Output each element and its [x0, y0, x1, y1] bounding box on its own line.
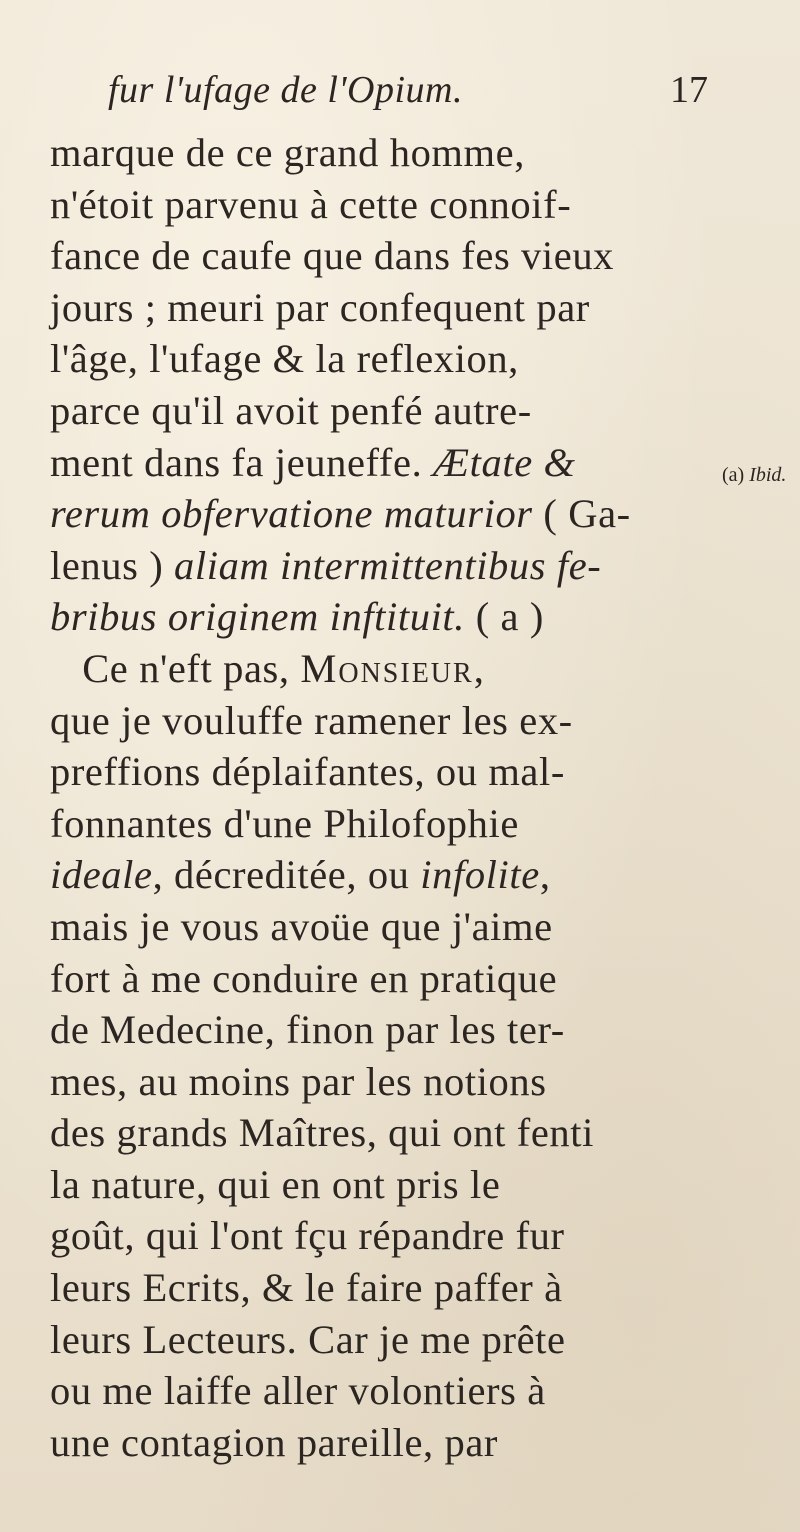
text-italic-word: ideale [50, 852, 153, 898]
text-line-25: ou me laiffe aller volontiers à [50, 1368, 546, 1414]
text-line-21: la nature, qui en ont pris le [50, 1161, 501, 1207]
text-small-caps: Monsieur [300, 645, 474, 691]
text-line-26: une contagion pareille, par [50, 1419, 499, 1465]
text-latin-quote: bribus originem inftituit. [50, 594, 466, 640]
text-line-8 [50, 488, 705, 540]
text-line-16: mais je vous avoüe que j'aime [50, 903, 553, 949]
marginal-label: (a) [722, 464, 745, 486]
text-line-12: que je vouluffe ramener les ex- [50, 697, 573, 743]
text-roman: ( Ga- [543, 491, 631, 537]
text-line-3: fance de caufe que dans fes vieux [50, 233, 615, 279]
text-line-15 [50, 849, 705, 901]
text-line-24: leurs Lecteurs. Car je me prête [50, 1316, 566, 1362]
footnote-marker: ( a ) [475, 594, 544, 640]
text-line-14: fonnantes d'une Philofophie [50, 800, 519, 846]
text-line-11 [50, 643, 705, 695]
text-line-20: des grands Maîtres, qui ont fenti [50, 1110, 594, 1156]
text-line-6: parce qu'il avoit penfé autre- [50, 387, 532, 433]
text-line-9 [50, 540, 705, 592]
text-roman: lenus ) [50, 542, 164, 588]
text-line-5: l'âge, l'ufage & la reflexion, [50, 336, 519, 382]
page-number: 17 [670, 69, 708, 111]
text-line-4: jours ; meuri par confequent par [50, 284, 590, 330]
text-line-13: preffions déplaifantes, ou mal- [50, 749, 565, 795]
page-header [108, 60, 708, 120]
text-line-23: leurs Ecrits, & le faire paffer à [50, 1265, 563, 1311]
text-latin-quote: Ætate & [433, 439, 576, 485]
text-italic-word: infolite [420, 852, 540, 898]
text-line-18: de Medecine, finon par les ter- [50, 1007, 565, 1053]
text-comma: , [473, 645, 485, 691]
text-line-2: n'étoit parvenu à cette connoif- [50, 181, 572, 227]
text-latin-quote: aliam intermittentibus fe- [174, 542, 602, 588]
marginal-reference: Ibid. [749, 464, 787, 486]
text-comma: , [539, 852, 551, 898]
text-latin-quote: rerum obfervatione maturior [50, 491, 533, 537]
text-roman: ment dans fa jeuneffe. [50, 439, 423, 485]
text-line-17: fort à me conduire en pratique [50, 955, 558, 1001]
text-line-1: marque de ce grand homme, [50, 130, 525, 175]
text-roman: Ce n'eft pas, [82, 645, 290, 691]
text-line-22: goût, qui l'ont fçu répandre fur [50, 1213, 565, 1259]
body-text [50, 127, 705, 1468]
marginal-note [722, 464, 786, 487]
text-line-7 [50, 437, 705, 489]
text-roman: , décreditée, ou [152, 852, 410, 898]
text-line-19: mes, au moins par les notions [50, 1058, 547, 1104]
running-title: fur l'ufage de l'Opium. [108, 69, 463, 111]
text-line-10 [50, 591, 705, 643]
